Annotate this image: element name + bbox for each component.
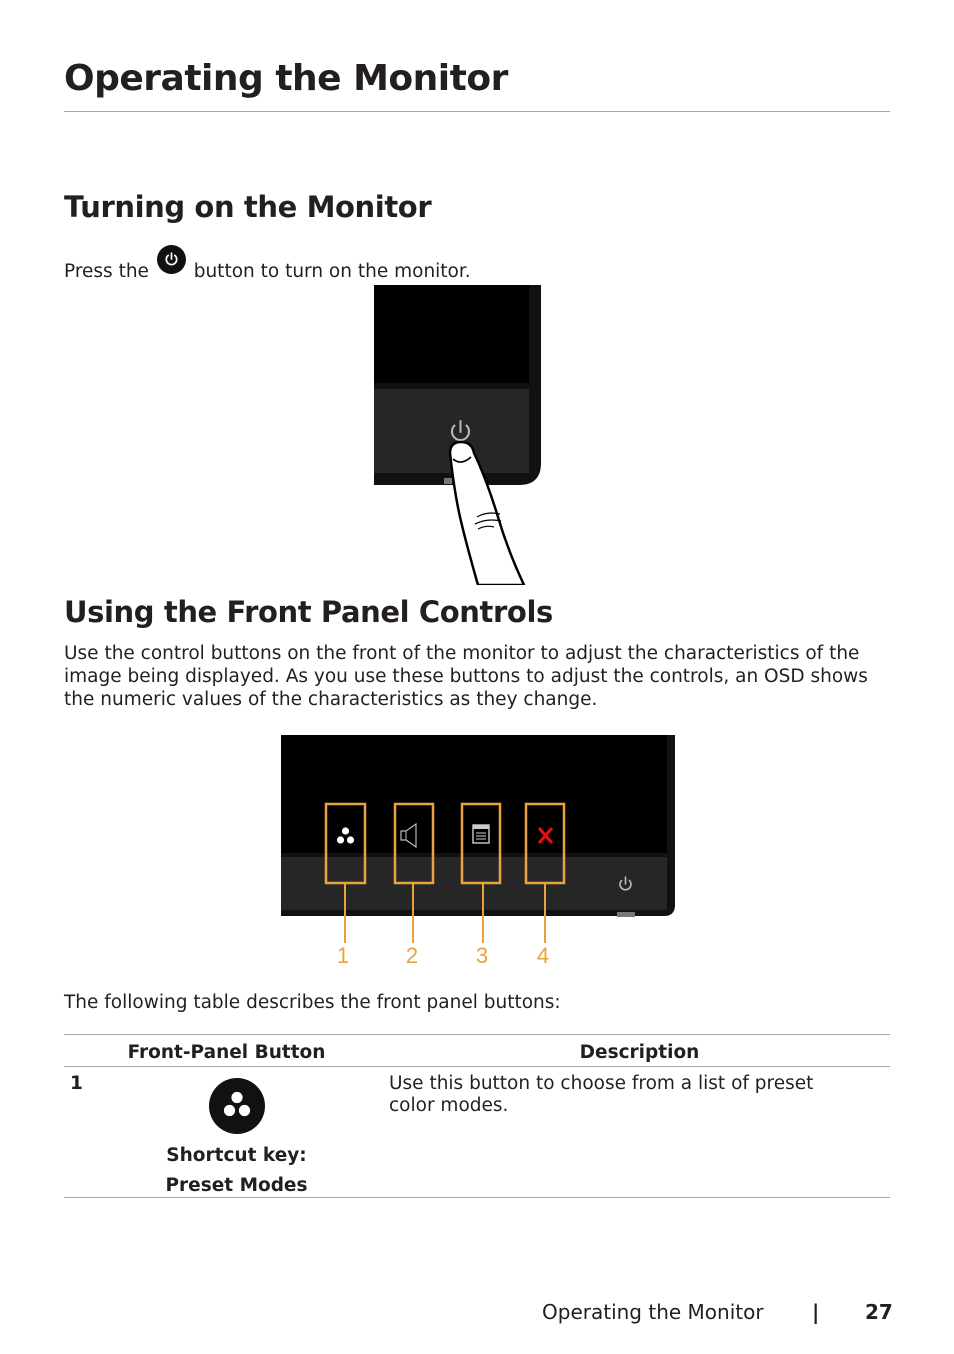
table-header-button: Front-Panel Button	[64, 1035, 389, 1067]
table-header-description: Description	[389, 1035, 890, 1067]
table-row	[64, 1067, 890, 1198]
title-divider	[64, 111, 890, 112]
preset-modes-icon	[209, 1078, 265, 1134]
footer-chapter: Operating the Monitor	[542, 1300, 764, 1324]
footer-separator: |	[812, 1300, 820, 1324]
section-heading-turning-on: Turning on the Monitor	[64, 190, 432, 224]
power-instruction-after: button to turn on the monitor.	[193, 261, 471, 282]
row-number: 1	[70, 1073, 83, 1094]
page-number: 27	[865, 1300, 893, 1324]
callout-1: 1	[336, 943, 350, 968]
callout-3: 3	[475, 943, 489, 968]
page-title: Operating the Monitor	[64, 58, 508, 99]
table-cell-description: Use this button to choose from a list of preset color modes.	[389, 1067, 890, 1198]
power-button-illustration	[374, 285, 544, 585]
shortcut-key-block	[64, 1141, 409, 1201]
front-panel-illustration	[281, 735, 677, 970]
callout-4: 4	[536, 943, 550, 968]
front-panel-paragraph: Use the control buttons on the front of the monitor to adjust the characteristics of the image being displayed. As you use these buttons to adjust the controls, an OSD shows the numeric values of the characteristics as they change.	[64, 643, 868, 710]
shortcut-key-label: Shortcut key:	[166, 1145, 307, 1166]
power-instruction-before: Press the	[64, 261, 149, 282]
section-heading-front-panel: Using the Front Panel Controls	[64, 595, 553, 629]
table-intro: The following table describes the front panel buttons:	[64, 992, 561, 1013]
shortcut-key-name: Preset Modes	[165, 1175, 308, 1196]
callout-2: 2	[405, 943, 419, 968]
power-icon	[157, 245, 186, 274]
table-header-row	[64, 1035, 890, 1067]
table-cell-button	[64, 1067, 389, 1198]
power-instruction	[64, 250, 471, 283]
front-panel-table	[64, 1034, 890, 1198]
